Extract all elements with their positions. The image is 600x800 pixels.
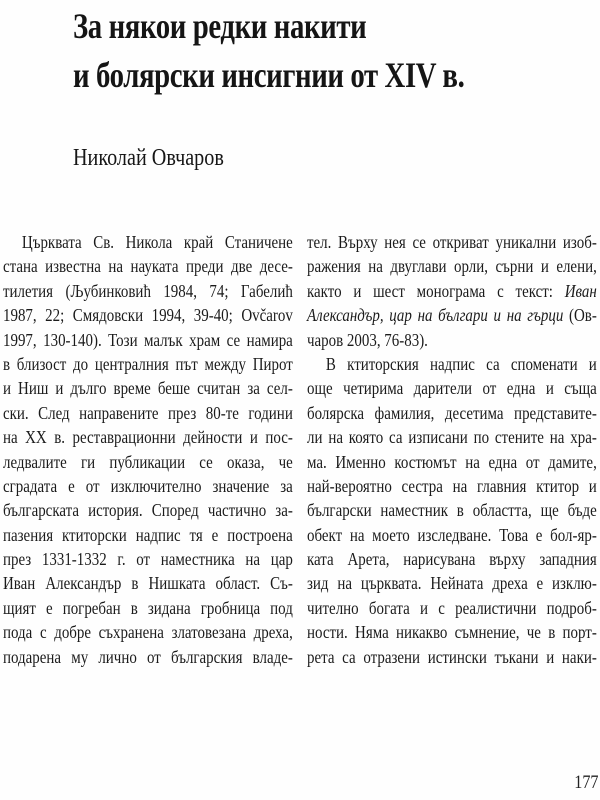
text-line: ности. Няма никакво съмнение, че в порт- <box>307 622 597 643</box>
plain-text: както и шест монограма с текст: <box>307 280 565 301</box>
text-line: Иван Александър в Нишката област. Съ- <box>3 573 293 594</box>
text-line: ли на която са изписани по стените на хра- <box>307 427 597 448</box>
article-title <box>73 2 464 100</box>
plain-text: (Ов- <box>563 305 597 326</box>
text-line: български наместник в областта, ще бъде <box>307 500 597 521</box>
author-name: Николай Овчаров <box>73 145 224 171</box>
text-line: чаров 2003, 76-83). <box>307 329 428 350</box>
text-line: българската история. Според частично за- <box>3 500 293 521</box>
text-line: ски. След направените през 80-те години <box>3 402 293 423</box>
text-line: щият е погребан в зидана гробница под <box>3 597 293 618</box>
text-line: пода с добре съхранена златовезана дреха, <box>3 622 293 643</box>
text-line: на XX в. реставрационни дейности и пос- <box>3 427 293 448</box>
italic-monogram-text: Иван <box>564 280 597 301</box>
text-line: болярска фамилия, десетима представите- <box>307 402 597 423</box>
text-line: пазения ктиторски надпис тя е построена <box>3 524 293 545</box>
text-line: тилетия (Љубинковић 1984, 74; Габелић <box>3 280 293 301</box>
text-line: ледвалите ги публикации се оказа, че <box>3 451 293 472</box>
text-line: най-вероятно сестра на главния ктитор и <box>307 475 597 496</box>
text-line: подарена му лично от българския владе- <box>3 646 293 667</box>
text-line: тел. Върху нея се откриват уникални изоб- <box>307 232 597 252</box>
title-line-2: и болярски инсигнии от XIV в. <box>73 55 465 95</box>
text-line: 1987, 22; Смядовски 1994, 39-40; Ovčarov <box>3 305 293 326</box>
text-line: стана известна на науката преди две десе- <box>3 256 293 277</box>
left-column <box>3 230 293 669</box>
text-line: зид на църквата. Нейната дреха е изклю- <box>307 573 597 594</box>
page-number: 177 <box>573 772 598 793</box>
text-line-with-italic <box>307 279 597 303</box>
text-line: 1997, 130-140). Този малък храм се намира <box>3 329 293 350</box>
text-line: още четирима дарители от една и съща <box>307 378 597 399</box>
text-line: и Ниш и дълго време беше считан за сел- <box>3 378 293 399</box>
text-line: ражения на двуглави орли, сърни и елени, <box>307 256 597 277</box>
text-line: ма. Именно костюмът на една от дамите, <box>307 451 597 472</box>
italic-monogram-text: Александър, цар на българи и на гърци <box>307 305 564 326</box>
text-line: рета са отразени истински тъкани и наки- <box>307 646 597 667</box>
text-line: през 1331-1332 г. от наместника на цар <box>3 549 293 570</box>
text-line: в близост до централния път между Пирот <box>3 353 293 374</box>
text-line: обект на моето изследване. Това е бол-яр- <box>307 524 597 545</box>
text-line-with-italic <box>307 303 597 327</box>
text-line: Църквата Св. Никола край Станичене <box>21 232 293 252</box>
text-line: В ктиторския надпис са споменати и <box>325 353 597 374</box>
text-line: ката Арета, нарисувана върху западния <box>307 549 597 570</box>
title-line-1: За някои редки накити <box>73 6 367 46</box>
text-line: чително богата и с реалистични подроб- <box>307 597 597 618</box>
text-line: сградата е от изключително значение за <box>3 475 293 496</box>
right-column <box>307 230 597 669</box>
